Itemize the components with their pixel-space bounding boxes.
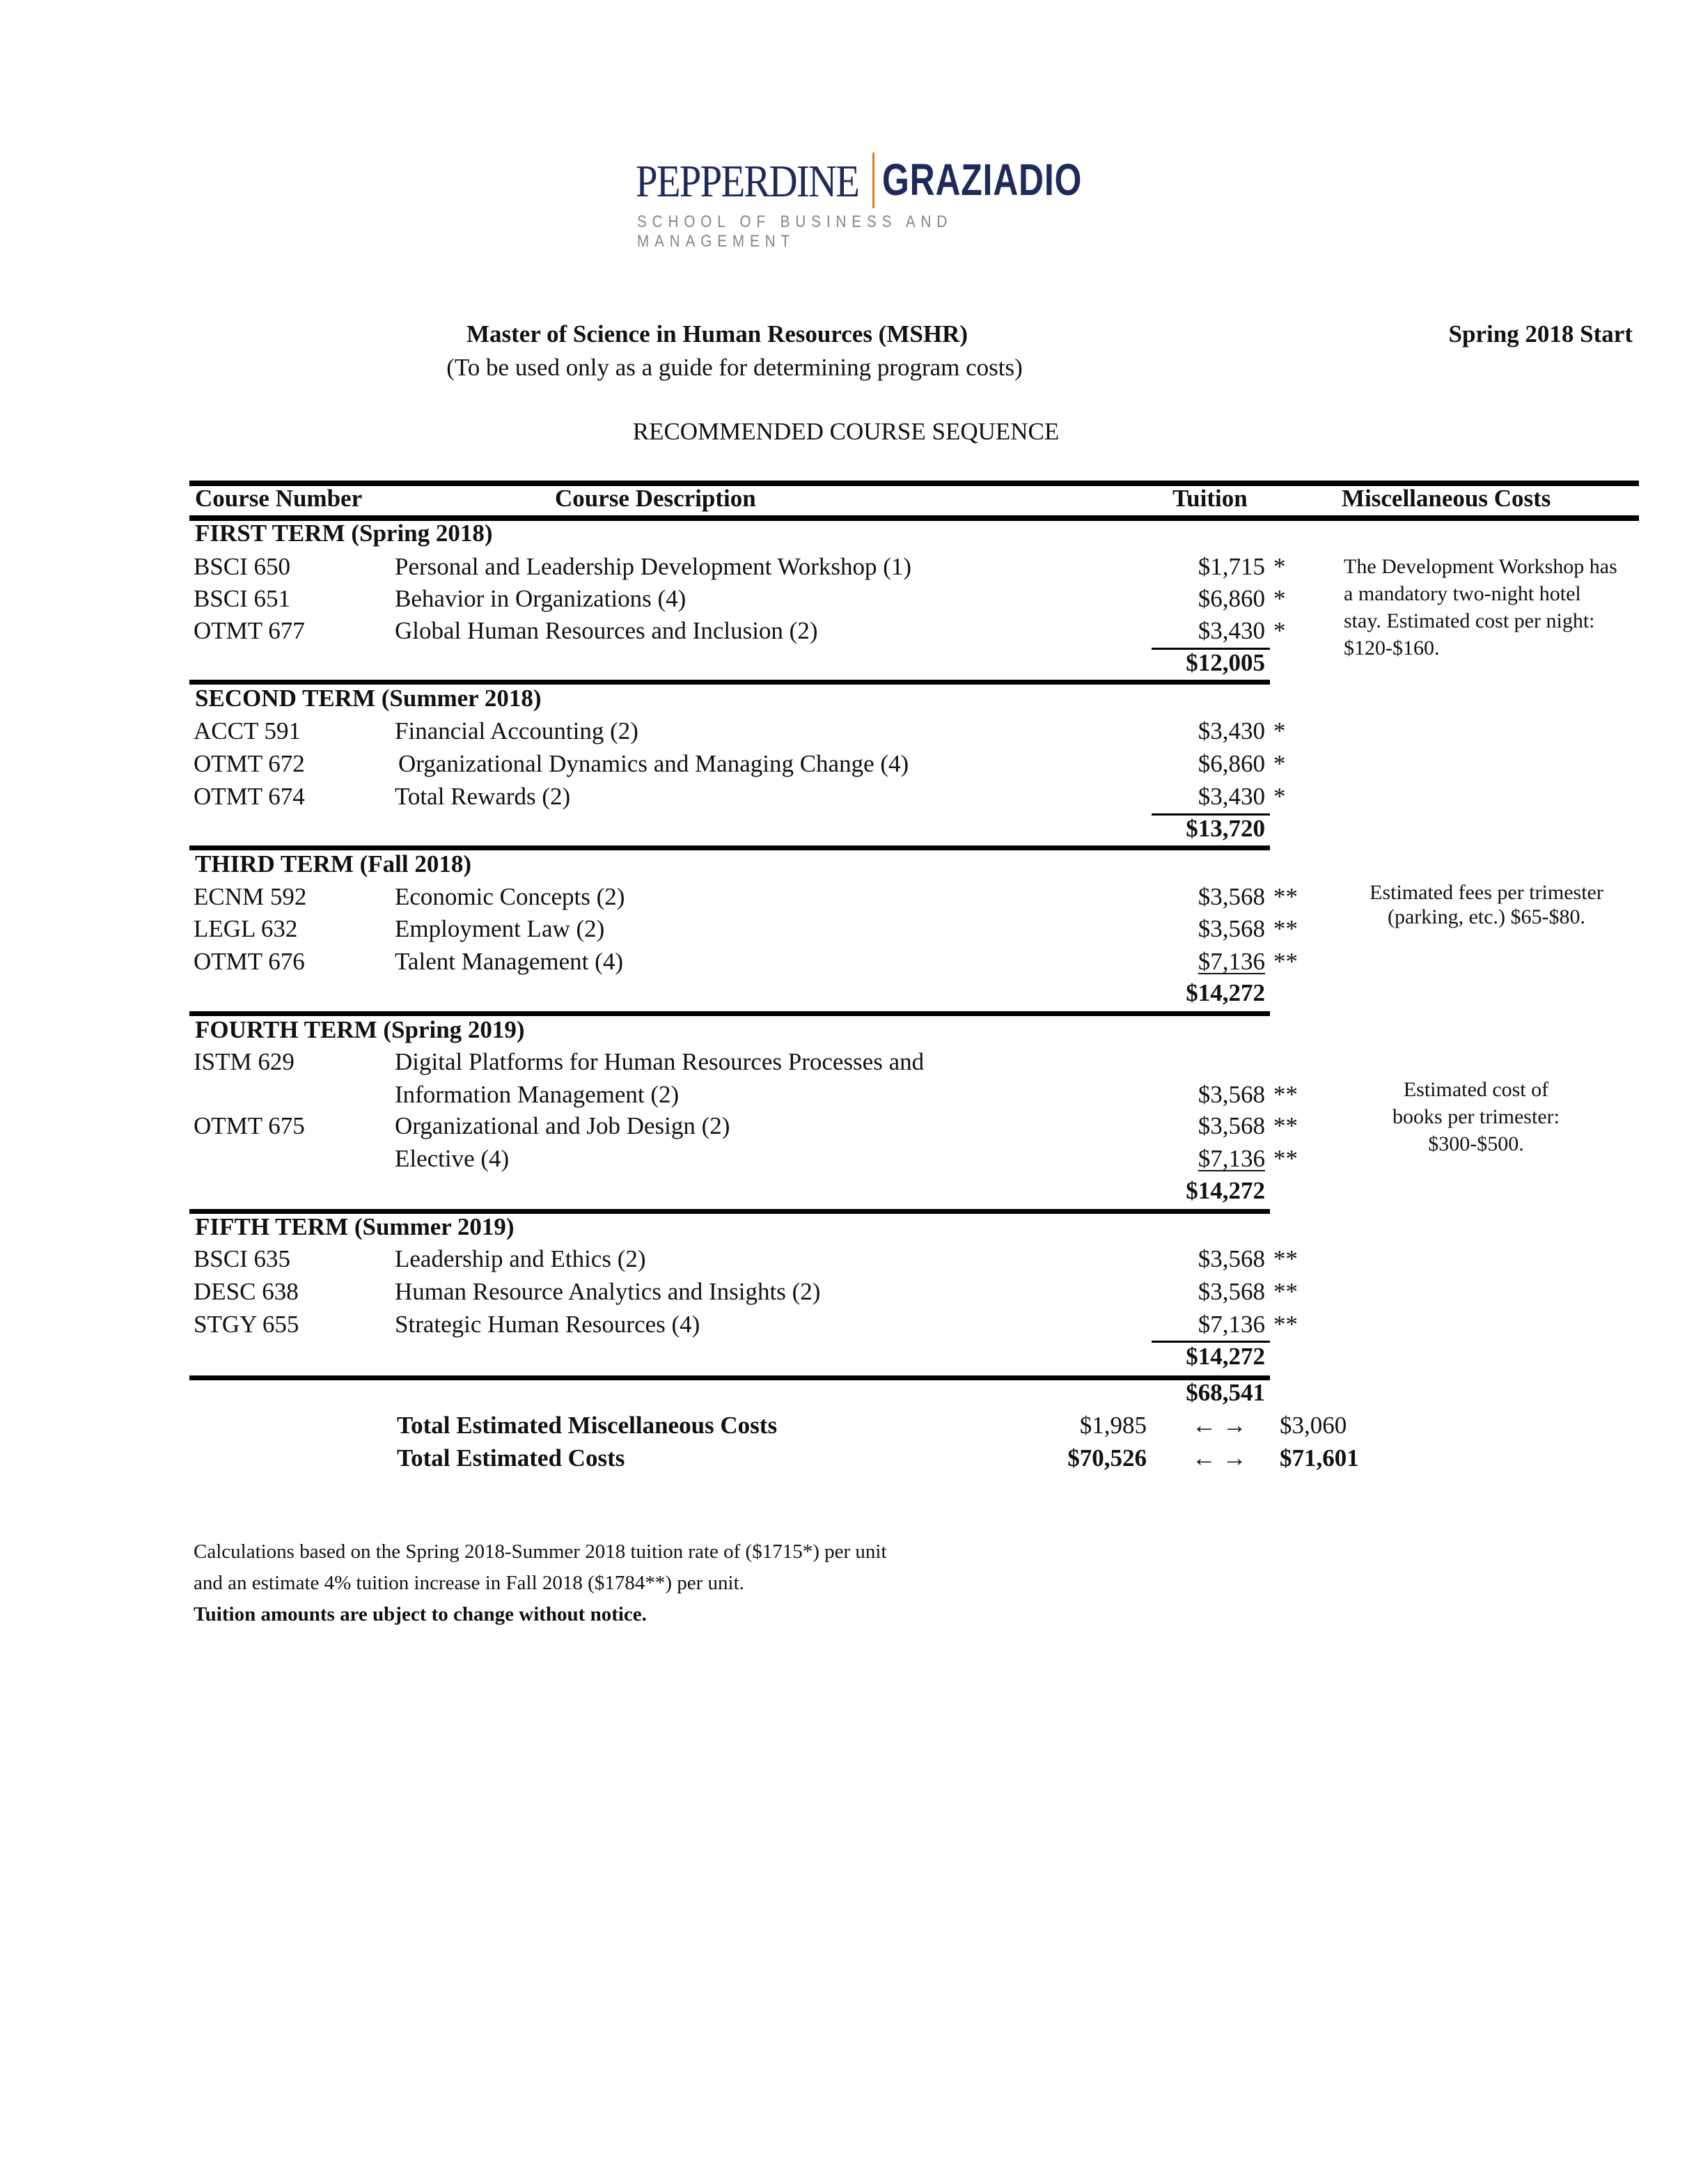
term-subtotal: $14,272 xyxy=(1186,1177,1265,1204)
term-subtotal: $14,272 xyxy=(1186,979,1265,1006)
course-tuition: $1,715 xyxy=(1198,553,1265,580)
misc-note-line: books per trimester: xyxy=(1392,1105,1560,1128)
grand-total-label: Total Estimated Costs xyxy=(397,1444,625,1472)
footnote-rate: Calculations based on the Spring 2018-Summer 2018 tuition rate of ($1715*) per unit xyxy=(194,1540,887,1563)
course-description: Human Resource Analytics and Insights (2) xyxy=(395,1278,821,1305)
course-tuition: $6,860 xyxy=(1198,750,1265,777)
tuition-rate-mark: ** xyxy=(1273,1311,1298,1338)
col-tuition: Tuition xyxy=(1172,485,1248,512)
course-tuition: $3,430 xyxy=(1198,717,1265,744)
term-separator-rule xyxy=(189,1011,1270,1016)
course-number: OTMT 674 xyxy=(194,783,305,810)
course-description: Employment Law (2) xyxy=(395,915,605,942)
course-number: ISTM 629 xyxy=(194,1048,295,1075)
course-description: Elective (4) xyxy=(395,1145,510,1172)
course-tuition: $3,568 xyxy=(1198,883,1265,910)
course-tuition: $3,430 xyxy=(1198,617,1265,644)
course-description: Strategic Human Resources (4) xyxy=(395,1311,700,1338)
term-subtotal: $12,005 xyxy=(1186,649,1265,676)
course-tuition: $7,136 xyxy=(1198,1311,1265,1338)
footnote-increase: and an estimate 4% tuition increase in Fall 2018 ($1784**) per unit. xyxy=(194,1572,744,1594)
misc-note-line: $300-$500. xyxy=(1428,1132,1524,1155)
term-subtotal: $14,272 xyxy=(1186,1343,1265,1370)
term-label: THIRD TERM xyxy=(195,850,354,878)
course-description: Organizational Dynamics and Managing Change (4) xyxy=(398,750,909,777)
tuition-rate-mark: ** xyxy=(1273,1278,1298,1305)
misc-note-fees xyxy=(1340,879,1633,930)
start-label: Spring 2018 Start xyxy=(1448,320,1633,348)
term-header-third xyxy=(195,850,471,878)
course-description: Talent Management (4) xyxy=(395,948,623,975)
logo-primary-wordmark: PEPPERDINE xyxy=(636,156,859,207)
tuition-rate-mark: * xyxy=(1273,585,1286,612)
course-number: LEGL 632 xyxy=(194,915,298,942)
tuition-rate-mark: ** xyxy=(1273,948,1298,975)
logo-divider xyxy=(872,153,874,208)
course-description: Leadership and Ethics (2) xyxy=(395,1245,646,1272)
range-arrows: ← → xyxy=(1192,1412,1247,1439)
term-label: FOURTH TERM xyxy=(195,1016,377,1043)
grand-total-low: $70,526 xyxy=(1067,1444,1147,1472)
col-misc-costs: Miscellaneous Costs xyxy=(1342,485,1551,512)
term-separator-rule xyxy=(189,845,1270,850)
course-tuition: $3,568 xyxy=(1198,915,1265,942)
course-description: Economic Concepts (2) xyxy=(395,883,625,910)
term-period: (Summer 2018) xyxy=(381,685,542,712)
course-number: BSCI 650 xyxy=(194,553,291,580)
course-number: STGY 655 xyxy=(194,1311,299,1338)
grand-total-high: $71,601 xyxy=(1280,1444,1359,1472)
misc-note-books xyxy=(1340,1076,1612,1157)
term-period: (Summer 2019) xyxy=(354,1213,515,1240)
course-tuition: $3,568 xyxy=(1198,1278,1265,1305)
totals-separator-rule xyxy=(189,1375,1270,1380)
course-description: Total Rewards (2) xyxy=(395,783,571,810)
term-label: SECOND TERM xyxy=(195,685,375,712)
misc-note-line: Estimated fees per trimester xyxy=(1370,881,1603,904)
misc-total-low: $1,985 xyxy=(1079,1412,1147,1439)
misc-total-label: Total Estimated Miscellaneous Costs xyxy=(397,1412,778,1439)
course-tuition: $7,136 xyxy=(1198,948,1265,975)
course-number: ACCT 591 xyxy=(194,717,301,744)
tuition-rate-mark: * xyxy=(1273,717,1286,744)
course-number: OTMT 672 xyxy=(194,750,305,777)
course-tuition: $6,860 xyxy=(1198,585,1265,612)
term-header-fifth xyxy=(195,1213,515,1241)
course-description: Digital Platforms for Human Resources Processes and xyxy=(395,1048,925,1075)
course-description: Organizational and Job Design (2) xyxy=(395,1112,730,1139)
course-tuition: $3,430 xyxy=(1198,783,1265,810)
misc-note-line: (parking, etc.) $65-$80. xyxy=(1387,905,1586,928)
course-number: OTMT 675 xyxy=(194,1112,305,1139)
tuition-rate-mark: ** xyxy=(1273,1145,1298,1172)
tuition-rate-mark: * xyxy=(1273,617,1286,644)
tuition-grand-total: $68,541 xyxy=(1186,1379,1265,1406)
course-tuition: $7,136 xyxy=(1198,1145,1265,1172)
col-course-description: Course Description xyxy=(555,485,756,512)
logo-tagline: SCHOOL OF BUSINESS AND MANAGEMENT xyxy=(637,212,953,251)
course-description: Financial Accounting (2) xyxy=(395,717,638,744)
term-period: (Spring 2019) xyxy=(383,1016,525,1043)
term-header-fourth xyxy=(195,1016,525,1044)
course-number: DESC 638 xyxy=(194,1278,299,1305)
section-title: RECOMMENDED COURSE SEQUENCE xyxy=(632,418,1060,445)
term-label: FIFTH TERM xyxy=(195,1213,349,1240)
term-period: (Fall 2018) xyxy=(359,850,471,878)
course-tuition: $3,568 xyxy=(1198,1245,1265,1272)
tuition-rate-mark: * xyxy=(1273,750,1286,777)
misc-total-high: $3,060 xyxy=(1280,1412,1347,1439)
course-tuition: $3,568 xyxy=(1198,1081,1265,1108)
program-title: Master of Science in Human Resources (MSHR) xyxy=(466,320,968,348)
footnote-disclaimer: Tuition amounts are ubject to change without notice. xyxy=(194,1603,647,1625)
course-description: Global Human Resources and Inclusion (2) xyxy=(395,617,818,644)
course-description-continued: Information Management (2) xyxy=(395,1081,680,1108)
term-header-second xyxy=(195,685,541,712)
range-arrows: ← → xyxy=(1192,1444,1247,1472)
school-logo xyxy=(630,143,1083,251)
course-number: OTMT 677 xyxy=(194,617,305,644)
misc-note-line: Estimated cost of xyxy=(1403,1078,1549,1101)
course-number: BSCI 635 xyxy=(194,1245,291,1272)
program-subtitle: (To be used only as a guide for determining program costs) xyxy=(446,354,1023,381)
tuition-rate-mark: ** xyxy=(1273,1081,1298,1108)
tuition-rate-mark: ** xyxy=(1273,1245,1298,1272)
tuition-rate-mark: ** xyxy=(1273,915,1298,942)
tuition-rate-mark: ** xyxy=(1273,1112,1298,1139)
course-number: OTMT 676 xyxy=(194,948,305,975)
course-description: Behavior in Organizations (4) xyxy=(395,585,686,612)
course-description: Personal and Leadership Development Workshop (1) xyxy=(395,553,912,580)
term-separator-rule xyxy=(189,680,1270,685)
term-period: (Spring 2018) xyxy=(351,520,493,547)
tuition-rate-mark: ** xyxy=(1273,883,1298,910)
course-number: BSCI 651 xyxy=(194,585,291,612)
col-course-number: Course Number xyxy=(195,485,363,512)
logo-secondary-wordmark: GRAZIADIO xyxy=(882,155,1083,205)
term-header-first xyxy=(195,520,493,547)
tuition-rate-mark: * xyxy=(1273,783,1286,810)
course-tuition: $3,568 xyxy=(1198,1112,1265,1139)
term-subtotal: $13,720 xyxy=(1186,815,1265,842)
term-label: FIRST TERM xyxy=(195,520,345,547)
misc-note-hotel: The Development Workshop has a mandatory two-night hotel stay. Estimated cost per night: $120-$160. xyxy=(1344,555,1617,660)
tuition-rate-mark: * xyxy=(1273,553,1286,580)
course-number: ECNM 592 xyxy=(194,883,307,910)
